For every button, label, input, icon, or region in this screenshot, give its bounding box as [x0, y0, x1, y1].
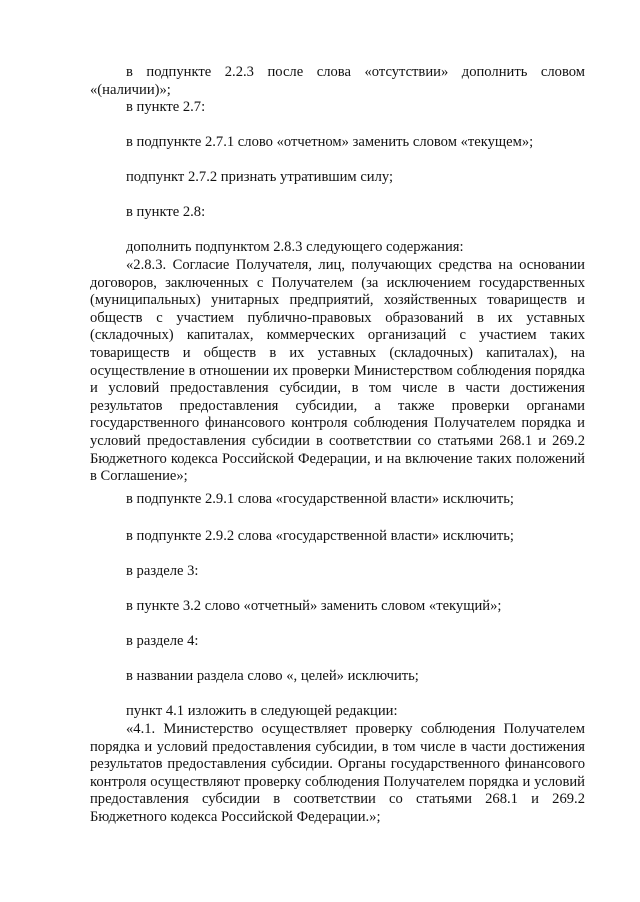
paragraph-2-7-2: подпункт 2.7.2 признать утратившим силу; — [126, 169, 394, 185]
paragraph-section-4-title: в названии раздела слово «, целей» исключить; — [126, 668, 419, 684]
paragraph-section-4: в разделе 4: — [126, 633, 199, 649]
paragraph-4-1-text: «4.1. Министерство осуществляет проверку соблюдения Получателем порядка и условий предоставления субсидии, в том числе в части достижения результатов предоставления субсидии. Органы государственного финансового контроля осуществляют проверку соблюдения Получателем порядка и условий предоставления субсидии в соответствии со статьями 268.1 и 269.2 Бюджетного кодекса Российской Федерации.»; — [90, 721, 585, 825]
paragraph-2-7-1: в подпункте 2.7.1 слово «отчетном» заменить словом «текущем»; — [126, 134, 534, 150]
paragraph-2-9-1: в подпункте 2.9.1 слова «государственной власти» исключить; — [126, 491, 514, 507]
paragraph-4-1-intro: пункт 4.1 изложить в следующей редакции: — [126, 703, 398, 719]
paragraph-2-8-3-intro: дополнить подпунктом 2.8.3 следующего содержания: — [126, 239, 464, 255]
paragraph-2-7-heading: в пункте 2.7: — [126, 99, 206, 115]
paragraph-3-2: в пункте 3.2 слово «отчетный» заменить словом «текущий»; — [126, 598, 502, 614]
paragraph-section-3: в разделе 3: — [126, 563, 199, 579]
paragraph-2-9-2: в подпункте 2.9.2 слова «государственной власти» исключить; — [126, 528, 514, 544]
paragraph-2-8-3-text: «2.8.3. Согласие Получателя, лиц, получающих средства на основании договоров, заключенных с Получателем (за исключением государственных (муниципальных) унитарных предприятий, хозяйственных товариществ и обществ с участием публично-правовых образований в их уставных (складочных) капиталах, коммерческих организаций с участием таких товариществ и обществ в их уставных (складочных) капиталах), на осуществление в отношении их проверки Министерством соблюдения порядка и условий предоставления субсидии, в том числе в части достижения результатов предоставления субсидии, а также проверки органами государственного финансового контроля соблюдения Получателем порядка и условий предоставления субсидии в соответствии со статьями 268.1 и 269.2 Бюджетного кодекса Российской Федерации, и на включение таких положений в Соглашение»; — [90, 257, 585, 485]
paragraph-2-8-heading: в пункте 2.8: — [126, 204, 206, 220]
paragraph-2-2-3: в подпункте 2.2.3 после слова «отсутствии» дополнить словом «(наличии)»; — [90, 64, 585, 98]
